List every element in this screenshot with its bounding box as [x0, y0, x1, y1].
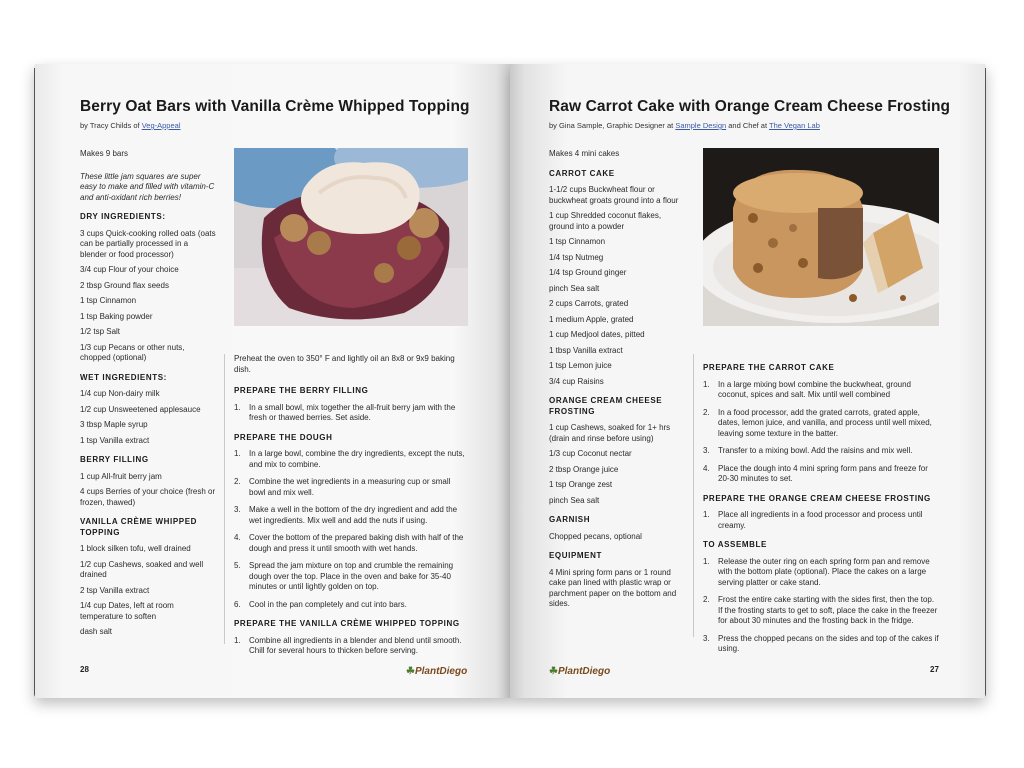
ingredient-item: 1 tbsp Vanilla extract	[549, 345, 623, 355]
ingredient-item: 2 tsp Vanilla extract	[80, 585, 150, 595]
book-edge-left	[34, 68, 35, 698]
logo-text: PlantDiego	[414, 666, 468, 677]
ingredient-item: 3 cups Quick-cooking rolled oats (oats can be partially processed in a blender or food processor)	[80, 228, 216, 259]
section-heading: TO ASSEMBLE	[703, 540, 767, 549]
step-number: 2.	[703, 407, 710, 417]
step-text: In a food processor, add the grated carrots, grated apple, dates, lemon juice, and vanilla, and process until well mixed, leaving some texture in the batter.	[718, 407, 932, 438]
ingredient-list	[549, 532, 685, 543]
section-heading: EQUIPMENT	[549, 551, 602, 560]
plantdiego-logo	[406, 666, 467, 677]
step-text: Cover the bottom of the prepared baking dish with half of the dough and press it until smooth with wet hands.	[249, 533, 464, 553]
ingredient-item: 1 medium Apple, grated	[549, 314, 634, 324]
section-heading: BERRY FILLING	[80, 455, 149, 464]
recipe-title: Raw Carrot Cake with Orange Cream Cheese Frosting	[549, 98, 951, 115]
step-number: 1.	[234, 402, 241, 412]
step-list	[703, 557, 939, 655]
recipe-byline	[80, 121, 181, 130]
ingredient-item: 1 tsp Baking powder	[80, 311, 153, 321]
step-text: In a small bowl, mix together the all-fruit berry jam with the fresh or thawed berries. Set aside.	[249, 402, 456, 422]
carrot-cake-photo	[703, 148, 939, 326]
left-page	[34, 64, 510, 698]
ingredient-list	[549, 423, 685, 506]
step-text: In a large mixing bowl combine the buckwheat, ground coconut, spices and salt. Mix until well combined	[718, 379, 911, 399]
section-heading: PREPARE THE ORANGE CREAM CHEESE FROSTING	[703, 493, 931, 503]
ingredient-list	[80, 544, 216, 638]
step-text: Spread the jam mixture on top and crumble the remaining dough over the top. Place in the oven and bake for 35-40 minutes or until lightly golden on top.	[249, 561, 454, 591]
page-number: 27	[930, 665, 939, 674]
step-item	[234, 449, 468, 470]
step-number: 1.	[234, 449, 241, 458]
ingredient-item: 4 Mini spring form pans or 1 round cake pan lined with plastic wrap or parchment paper on the bottom and sides.	[549, 567, 677, 608]
ingredient-item: 2 tbsp Ground flax seeds	[80, 280, 169, 290]
ingredient-item: 1/3 cup Coconut nectar	[549, 449, 632, 458]
step-text: In a large bowl, combine the dry ingredients, except the nuts, and mix to combine.	[249, 449, 465, 469]
step-number: 1.	[703, 510, 710, 519]
step-item	[703, 595, 939, 627]
byline-text: by Tracy Childs of	[80, 121, 142, 130]
ingredient-item: 3/4 cup Flour of your choice	[80, 265, 179, 274]
step-text: Combine all ingredients in a blender and blend until smooth. Chill for several hours to thicken before serving.	[249, 635, 462, 655]
step-list	[703, 510, 939, 531]
ingredients-column	[549, 149, 685, 615]
ingredient-item: Chopped pecans, optional	[549, 531, 642, 541]
byline-text: and Chef at	[726, 121, 769, 130]
logo-text: PlantDiego	[557, 666, 611, 677]
restaurant-link[interactable]: The Vegan Lab	[768, 121, 820, 130]
step-text: Place the dough into 4 mini spring form pans and freeze for 20-30 minutes to set.	[718, 463, 928, 483]
ingredient-item: 1 block silken tofu, well drained	[80, 544, 191, 553]
open-book	[34, 64, 986, 704]
step-item	[703, 446, 939, 457]
ingredient-item: 3 tbsp Maple syrup	[80, 420, 148, 429]
ingredient-item: 1/4 tsp Ground ginger	[549, 268, 627, 277]
ingredient-item: 1 cup Cashews, soaked for 1+ hrs (drain and rinse before using)	[549, 423, 671, 443]
step-number: 4.	[703, 463, 710, 473]
section-heading: PREPARE THE VANILLA CRÈME WHIPPED TOPPING	[234, 619, 460, 628]
step-item	[234, 561, 468, 593]
step-number: 5.	[234, 561, 241, 570]
ingredient-item: 1/4 cup Non-dairy milk	[80, 389, 160, 398]
ingredient-list	[80, 389, 216, 446]
step-number: 2.	[703, 595, 710, 604]
ingredient-item: dash salt	[80, 627, 113, 636]
ingredient-item: 3/4 cup Raisins	[549, 376, 604, 386]
step-text: Place all ingredients in a food processor and process until creamy.	[718, 510, 923, 530]
section-heading: VANILLA CRÈME WHIPPED TOPPING	[80, 517, 198, 537]
step-item	[703, 464, 939, 485]
ingredient-item: pinch Sea salt	[549, 283, 600, 293]
step-number: 4.	[234, 533, 241, 542]
section-heading: PREPARE THE DOUGH	[234, 432, 333, 442]
step-text: Transfer to a mixing bowl. Add the raisins and mix well.	[718, 446, 913, 455]
step-item	[703, 557, 939, 589]
ingredient-item: 1/2 cup Unsweetened applesauce	[80, 404, 201, 414]
ingredient-item: 1/3 cup Pecans or other nuts, chopped (optional)	[80, 342, 185, 362]
step-list	[703, 380, 939, 485]
ingredient-item: 1/4 tsp Nutmeg	[549, 252, 604, 262]
ingredient-item: 1 tsp Orange zest	[549, 480, 613, 489]
step-item	[234, 636, 468, 657]
step-list	[234, 636, 468, 657]
step-number: 3.	[703, 633, 710, 643]
ingredient-item: 1 tsp Lemon juice	[549, 361, 612, 370]
ingredient-list	[80, 229, 216, 364]
ingredient-list	[80, 472, 216, 509]
page-number: 28	[80, 665, 89, 674]
leaf-icon: ☘	[549, 666, 558, 677]
yield-text: Makes 4 mini cakes	[549, 149, 620, 158]
step-item	[703, 380, 939, 401]
ingredient-item: 1 tsp Cinnamon	[80, 296, 137, 305]
ingredient-item: 4 cups Berries of your choice (fresh or frozen, thawed)	[80, 487, 216, 507]
leaf-icon: ☘	[406, 666, 415, 677]
instruction-sections	[703, 363, 939, 655]
step-number: 1.	[703, 379, 710, 389]
section-heading: WET INGREDIENTS:	[80, 372, 167, 382]
step-item	[234, 403, 468, 424]
step-text: Combine the wet ingredients in a measuring cup or small bowl and mix well.	[249, 477, 451, 497]
step-item	[234, 505, 468, 526]
ingredient-item: 1-1/2 cups Buckwheat flour or buckwheat groats ground into a flour	[549, 185, 679, 205]
intro-text: These little jam squares are super easy to make and filled with vitamin-C and anti-oxidant rich berries!	[80, 171, 215, 202]
step-item	[234, 477, 468, 498]
step-item	[234, 533, 468, 554]
section-heading: CARROT CAKE	[549, 168, 615, 178]
section-heading: DRY INGREDIENTS:	[80, 212, 166, 221]
step-list	[234, 449, 468, 610]
section-heading: GARNISH	[549, 515, 591, 524]
ingredient-item: 1 tsp Cinnamon	[549, 237, 606, 246]
ingredient-list	[549, 568, 685, 610]
step-text: Release the outer ring on each spring form pan and remove with the bottom plate (optional). Place the cakes on a large serving platter or cake stand.	[718, 556, 930, 587]
section-heading: PREPARE THE BERRY FILLING	[234, 386, 369, 395]
company-link[interactable]: Sample Design	[675, 121, 727, 130]
ingredient-item: 1 tsp Vanilla extract	[80, 435, 150, 445]
ingredient-list	[549, 185, 685, 387]
step-item	[703, 510, 939, 531]
author-link[interactable]: Veg-Appeal	[141, 121, 181, 130]
ingredient-item: 2 cups Carrots, grated	[549, 299, 629, 308]
step-number: 1.	[703, 556, 710, 566]
step-text: Cool in the pan completely and cut into bars.	[249, 599, 407, 609]
ingredient-item: pinch Sea salt	[549, 495, 600, 505]
plantdiego-logo	[549, 666, 610, 677]
step-number: 2.	[234, 477, 241, 486]
step-number: 3.	[703, 446, 710, 455]
instructions-column	[703, 354, 939, 662]
yield-text: Makes 9 bars	[80, 149, 129, 158]
instructions-column	[234, 354, 468, 664]
instruction-sections	[234, 386, 468, 657]
byline-text: by Gina Sample, Graphic Designer at	[549, 121, 676, 130]
ingredient-item: 1/2 tsp Salt	[80, 327, 121, 336]
ingredient-item: 2 tbsp Orange juice	[549, 464, 619, 474]
step-item	[234, 600, 468, 611]
step-number: 6.	[234, 599, 241, 609]
step-list	[234, 403, 468, 424]
ingredient-item: 1/2 cup Cashews, soaked and well drained	[80, 559, 204, 579]
ingredient-item: 1 cup Medjool dates, pitted	[549, 330, 645, 339]
step-text: Press the chopped pecans on the sides and top of the cakes if using.	[718, 633, 939, 653]
section-heading: PREPARE THE CARROT CAKE	[703, 363, 835, 372]
step-text: Make a well in the bottom of the dry ingredient and add the wet ingredients. Mix well and add the nuts if using.	[249, 505, 458, 525]
step-item	[703, 634, 939, 655]
step-number: 1.	[234, 635, 241, 645]
ingredient-item: 1 cup All-fruit berry jam	[80, 471, 162, 481]
column-divider	[224, 354, 225, 644]
book-edge-right	[985, 68, 986, 698]
ingredient-item: 1/4 cup Dates, left at room temperature to soften	[80, 601, 174, 621]
ingredient-item: 1 cup Shredded coconut flakes, ground into a powder	[549, 211, 662, 231]
recipe-byline	[549, 121, 820, 130]
section-heading: ORANGE CREAM CHEESE FROSTING	[549, 396, 663, 416]
recipe-title: Berry Oat Bars with Vanilla Crème Whipped Topping	[80, 98, 470, 115]
step-number: 3.	[234, 505, 241, 514]
step-text: Frost the entire cake starting with the sides first, then the top. If the frosting starts to get to soft, place the cake in the freezer for about 30 minutes and the frosting back in the fridge.	[718, 595, 938, 625]
step-item	[703, 408, 939, 440]
column-divider	[693, 354, 694, 637]
right-page	[510, 64, 986, 698]
berry-bars-photo	[234, 148, 468, 326]
preheat-text: Preheat the oven to 350° F and lightly oil an 8x8 or 9x9 baking dish.	[234, 354, 455, 374]
ingredients-column	[80, 149, 216, 643]
